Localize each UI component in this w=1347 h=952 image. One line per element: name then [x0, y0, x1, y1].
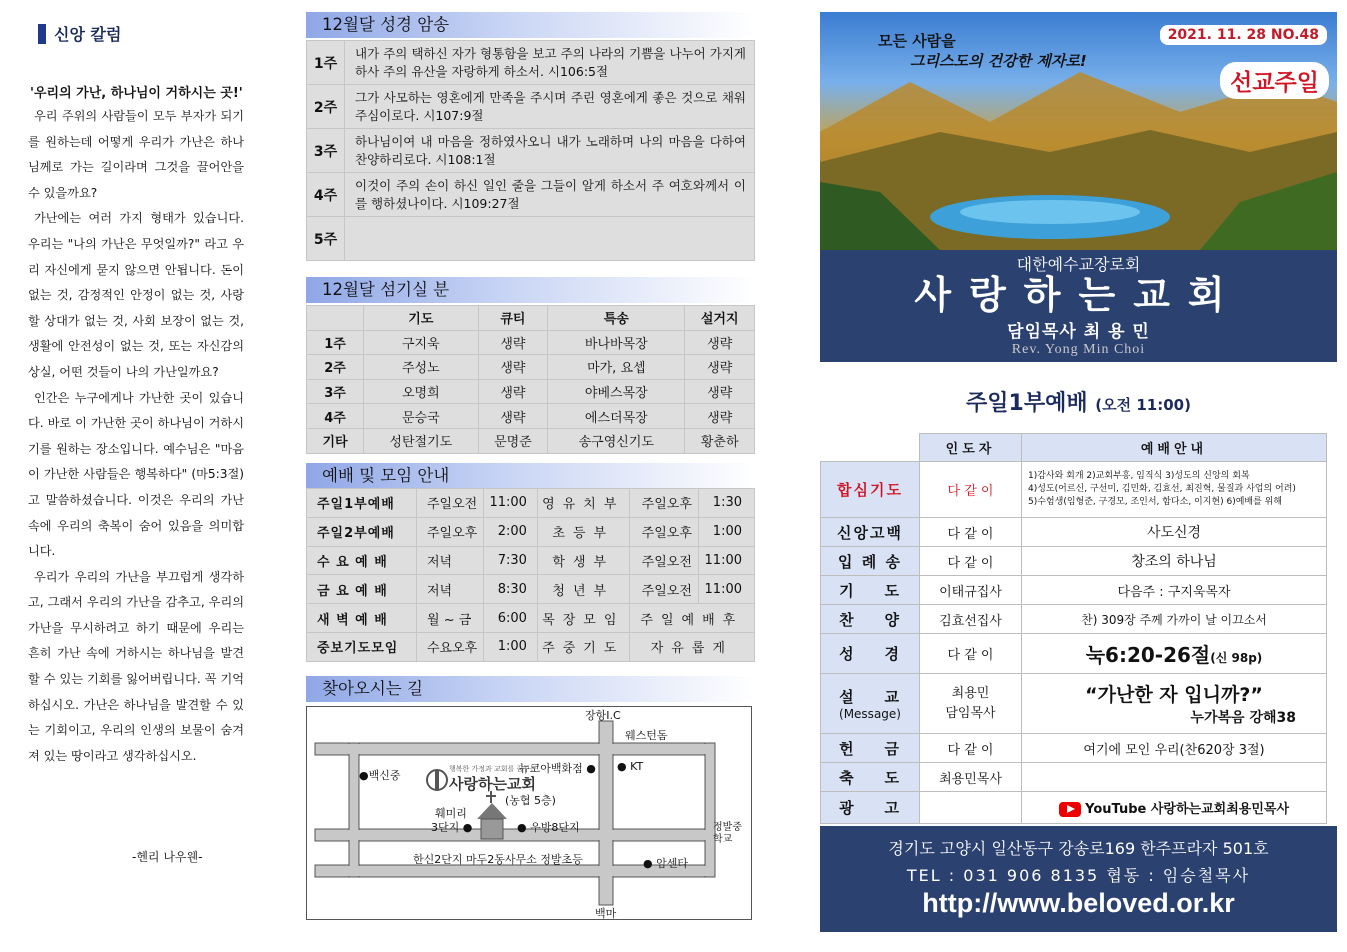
table-row: 찬 양 김효선집사 찬) 309장 주께 가까이 날 이끄소서 [821, 605, 1327, 634]
pastor-english: Rev. Yong Min Choi [1011, 342, 1146, 357]
map-label-hanshin: 한신2단지 마두2동사무소 정발초등 [413, 853, 583, 866]
map-label-newcore: 뉴코아백화점 ● [519, 762, 596, 775]
table-row: 축 도 최용민목사 [821, 763, 1327, 792]
table-row: 합심기도 다 같 이 1)감사와 회개 2)교회부흥, 임직식 3)성도의 신앙의 회복 4)성도(어르신, 구선미, 김민화, 김효선, 최진혁, 물질과 사업의 어려) 5)수험생(임형준, 구경모, 조인서, 함다소, 이지현) 6)예배를 위해 [821, 462, 1327, 518]
table-row: 중보기도모임 수요오후 1:00 주중기도 자유롭게 [307, 632, 755, 661]
directions-header: 찾아오시는 길 [306, 676, 755, 702]
worship-order-table [820, 433, 1327, 824]
table-row: 기타 성탄절기도 문명준 송구영신기도 황춘하 [307, 428, 755, 453]
column-body [28, 104, 244, 769]
church-website-link[interactable]: http://www.beloved.or.kr [922, 888, 1235, 918]
table-header-row: 기도 큐티 특송 설거지 [307, 306, 755, 331]
table-row: 헌 금 다 같 이 여기에 모인 우리(찬620장 3절) [821, 734, 1327, 763]
church-address: 경기도 고양시 일산동구 강송로169 한주프라자 501호 [888, 839, 1269, 858]
map-label-top: 장항I.C [585, 709, 621, 722]
pastor-name: 담임목사 최 용 민 [1007, 322, 1150, 342]
table-row: 2주 주성노 생략 마가, 요셉 생략 [307, 355, 755, 380]
map-label-hwemiri: 훼미리 [435, 807, 467, 820]
church-footer [820, 826, 1337, 932]
column-paragraph: 우리 주위의 사람들이 모두 부자가 되기를 원하는데 어떻게 우리가 가난은 하나님께로 가는 길이라며 그것을 끌어안을 수 있을까요? [28, 109, 244, 200]
map-label-woobang: ● 우방8단지 [517, 821, 580, 834]
table-row: 성 경 다 같 이 눅6:20-26절(신 98p) [821, 634, 1327, 674]
table-row: 광 고 YouTube 사랑하는교회최용민목사 [821, 792, 1327, 824]
directions-map [306, 706, 752, 920]
mission-sunday-badge: 선교주일 [1220, 62, 1329, 99]
denomination: 대한예수교장로회 [1016, 255, 1141, 274]
church-phone: TEL : 031 906 8135 협동 : 임승철목사 [906, 866, 1251, 885]
column-paragraph: 가난에는 여러 가지 형태가 있습니다. 우리는 "나의 가난은 무엇일까?" 라고 우리 자신에게 묻지 않으면 안됩니다. 돈이 없는 것, 감정적인 안정이 없는 것, 사랑할 상대가 없는 것, 사회 보장이 없는 것, 생활에 안전성이 없는 것, 또는 자신감의 상실, 어떤 것들이 나의 가난일까요? [28, 211, 244, 379]
column-author: -헨리 나우웬- [132, 850, 203, 864]
schedule-table [306, 488, 755, 662]
table-row: 새 벽 예 배 월 ~ 금 6:00 목장모임 주일예배후 [307, 604, 755, 633]
table-row: 입 례 송 다 같 이 창조의 하나님 [821, 547, 1327, 576]
table-row: 기 도 이태규집사 다음주 : 구지욱목자 [821, 576, 1327, 605]
table-row: 1주 내가 주의 택하신 자가 형통함을 보고 주의 나라의 기쁨을 나누어 가지게 하사 주의 유산을 자랑하게 하소서. 시106:5절 [307, 41, 755, 85]
column-title: 신앙 칼럼 [38, 22, 121, 45]
table-row: 3주 하나님이여 내 마음을 정하였사오니 내가 노래하며 나의 마음을 다하여 찬양하리로다. 시108:1절 [307, 129, 755, 173]
table-row: 5주 [307, 217, 755, 261]
serve-header: 12월달 섬기실 분 [306, 277, 755, 303]
table-row: 신앙고백 다 같 이 사도신경 [821, 518, 1327, 547]
serve-table [306, 305, 755, 454]
title-bar-icon [38, 24, 46, 44]
memory-verse-header: 12월달 성경 암송 [306, 12, 755, 38]
table-header-row: 인도자 예배안내 [821, 434, 1327, 462]
table-row: 4주 이것이 주의 손이 하신 일인 줄을 그들이 알게 하소서 주 여호와께서 이를 행하셨나이다. 시109:27절 [307, 173, 755, 217]
table-row: 설 교 (Message) 최용민 담임목사 “가난한 자 입니까?” 누가복음 강해38 [821, 674, 1327, 734]
table-row: 주일2부예배 주일오후 2:00 초등부 주일오후 1:00 [307, 517, 755, 546]
table-row: 2주 그가 사모하는 영혼에게 만족을 주시며 주린 영혼에게 좋은 것으로 채워주심이로다. 시107:9절 [307, 85, 755, 129]
church-name: 사랑하는교회 [914, 273, 1243, 317]
memory-verse-table [306, 40, 755, 261]
church-building-icon [477, 791, 507, 839]
map-church-name: 사랑하는교회 [449, 775, 536, 793]
table-row: 금 요 예 배 저녁 8:30 청년부 주일오전 11:00 [307, 575, 755, 604]
youtube-icon [1059, 802, 1081, 817]
youtube-link[interactable]: YouTube 사랑하는교회최용민목사 [1085, 802, 1290, 817]
church-banner [820, 250, 1337, 362]
hero-slogan-2: 그리스도의 건강한 제자로! [910, 52, 1087, 70]
map-label-kt: ● KT [617, 760, 644, 773]
map-roads [307, 707, 753, 921]
sermon-title: “가난한 자 입니까?” [1085, 684, 1263, 706]
column-paragraph: 인간은 누구에게나 가난한 곳이 있습니다. 바로 이 가난한 곳이 하나님이 거하시기를 원하는 장소입니다. 예수님은 "마음이 가난한 사람들은 행복하다" (마5:3절)고 말씀하셨습니다. 이것은 우리의 가난 속에 우리의 축복이 숨어 있음을 의미합니다. [28, 390, 244, 559]
map-label-westerndom: 웨스턴돔 [625, 729, 668, 742]
scripture-reference: 눅6:20-26절 [1085, 643, 1211, 667]
map-church-sub: (농협 5층) [505, 794, 556, 807]
church-logo-icon [427, 770, 447, 790]
table-row: 주일1부예배 주일오전 11:00 영유치부 주일오후 1:30 [307, 489, 755, 518]
map-label-jungbal: 정발중학교 [713, 822, 742, 845]
map-label-danji3: 3단지 ● [431, 821, 473, 834]
column-paragraph: 우리가 우리의 가난을 부끄럽게 생각하고, 그래서 우리의 가난을 감추고, 우리의 가난을 무시하려고 하기 때문에 우리는 흔히 가난 속에 거하시는 하나님을 발견할 수 있는 기회를 잃어버립니다. 꼭 기억하십시오. 가난은 하나님을 발견할 수 있는 기회이고, 우리의 인생의 보물이 숨겨져 있는 땅이라고 생각하십시오. [28, 569, 244, 763]
table-row: 수 요 예 배 저녁 7:30 학생부 주일오전 11:00 [307, 546, 755, 575]
table-row: 4주 문승국 생략 에스더목장 생략 [307, 404, 755, 429]
map-church-tagline: 행복한 가정과 교회를 꿈꾸는 [449, 765, 537, 773]
table-row: 1주 구지욱 생략 바나바목장 생략 [307, 330, 755, 355]
map-label-amcenter: ● 암센타 [643, 857, 688, 870]
column-subtitle: '우리의 가난, 하나님이 거하시는 곳!' [30, 86, 243, 101]
issue-date-badge: 2021. 11. 28 NO.48 [1160, 25, 1327, 45]
service-time: (오전 11:00) [1095, 396, 1191, 414]
map-label-bottom: 백마 [595, 907, 617, 920]
schedule-header: 예배 및 모임 안내 [306, 463, 755, 489]
hero-slogan-1: 모든 사람을 [878, 32, 956, 50]
map-label-baekshin: ●백신중 [359, 769, 401, 782]
service-title: 주일1부예배 (오전 11:00) [966, 391, 1191, 416]
table-row: 3주 오명희 생략 야베스목장 생략 [307, 379, 755, 404]
hero-image [820, 12, 1337, 250]
